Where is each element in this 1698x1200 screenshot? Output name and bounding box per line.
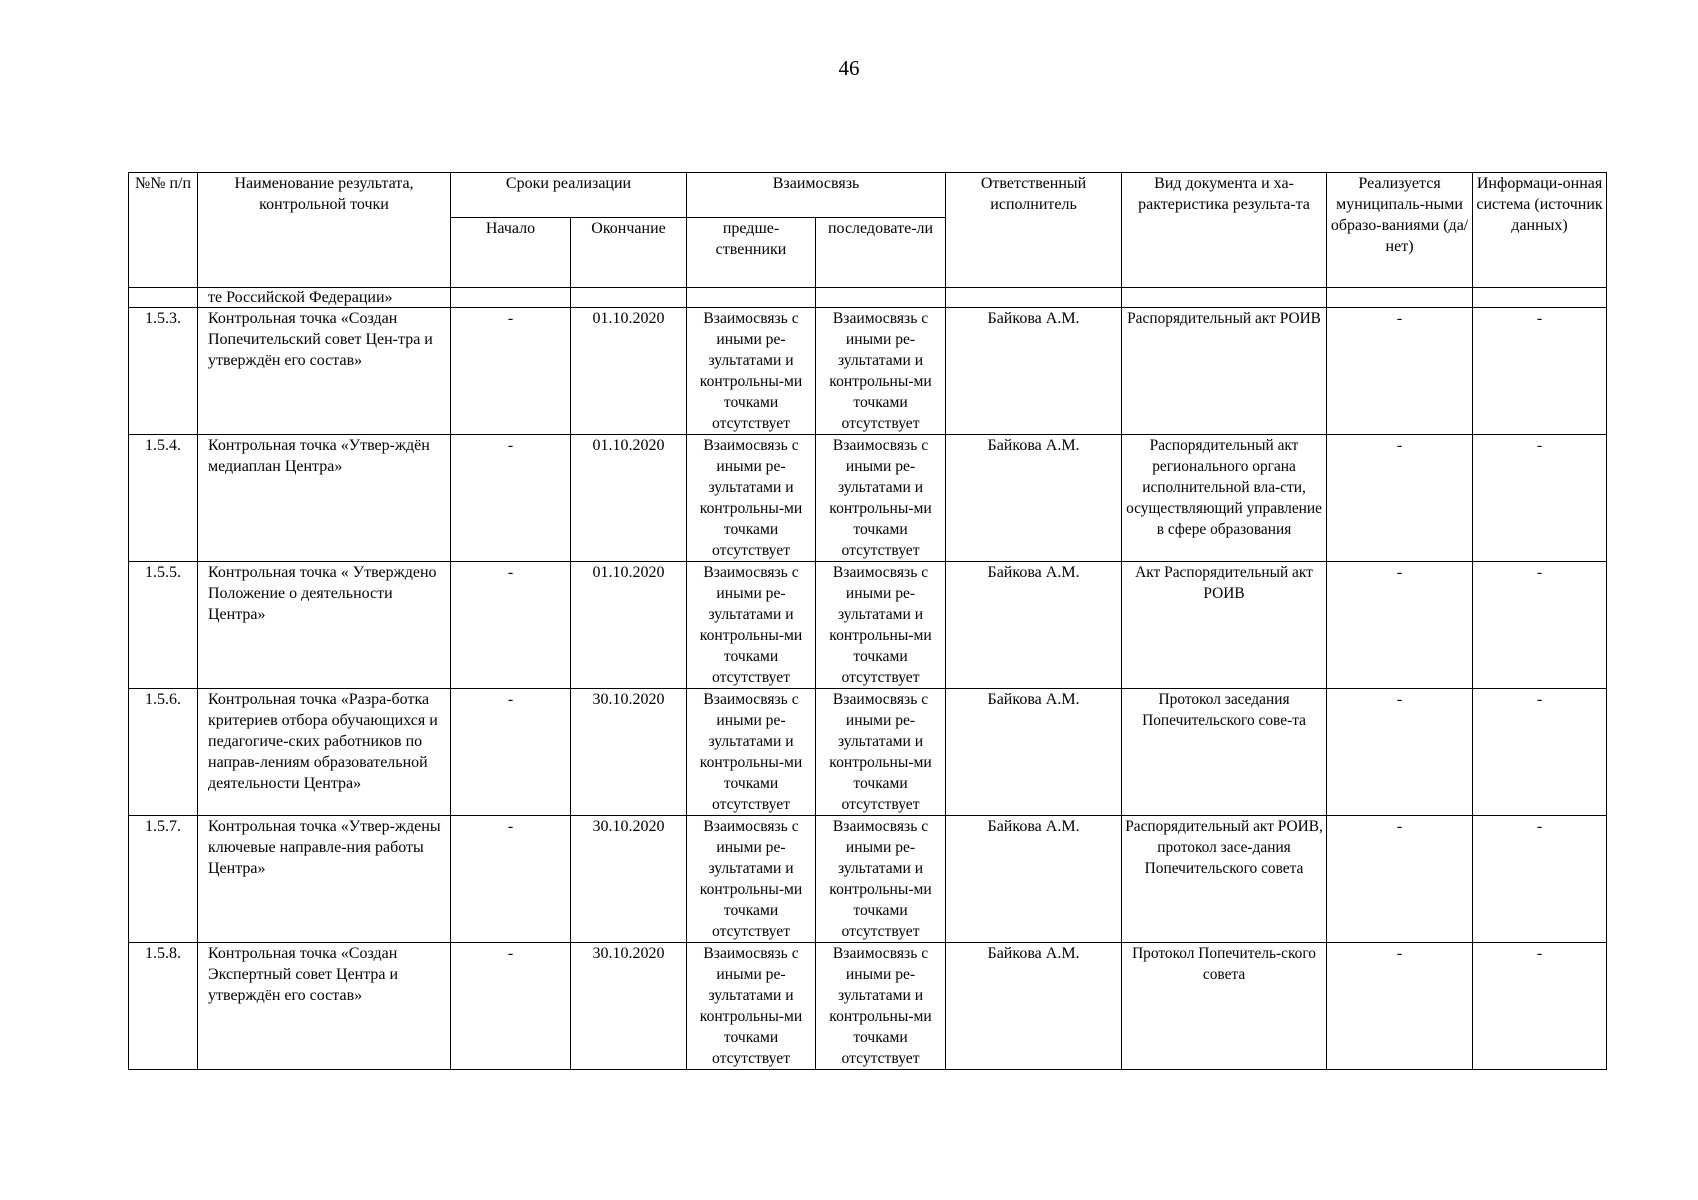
cell-continuation: те Российской Федерации» [198, 288, 451, 308]
cell-start [451, 288, 571, 308]
continuation-row [129, 288, 1607, 308]
header-end: Окончание [571, 218, 687, 288]
cell-name: Контрольная точка «Утвер-ждены ключевые направле-ния работы Центра» [198, 816, 451, 943]
cell-end: 30.10.2020 [571, 689, 687, 816]
cell-doc-type: Распорядительный акт РОИВ [1122, 308, 1327, 435]
cell-doc-type [1122, 288, 1327, 308]
cell-name: Контрольная точка « Утверждено Положение о деятельности Центра» [198, 562, 451, 689]
header-predecessors: предше-ственники [687, 218, 816, 288]
cell-info-system: - [1473, 308, 1607, 435]
cell-end [571, 288, 687, 308]
cell-municipal: - [1327, 816, 1473, 943]
cell-responsible: Байкова А.М. [946, 435, 1122, 562]
cell-start: - [451, 689, 571, 816]
cell-doc-type: Распорядительный акт регионального органа исполнительной вла-сти, осуществляющий управление в сфере образования [1122, 435, 1327, 562]
cell-responsible: Байкова А.М. [946, 943, 1122, 1070]
cell-start: - [451, 943, 571, 1070]
cell-num: 1.5.8. [129, 943, 198, 1070]
cell-municipal: - [1327, 689, 1473, 816]
cell-predecessors [687, 288, 816, 308]
cell-name: Контрольная точка «Разра-ботка критериев отбора обучающихся и педагогиче-ских работников по направ-лениям образовательной деятельности Центра» [198, 689, 451, 816]
cell-predecessors: Взаимосвязь с иными ре-зультатами и контрольны-ми точками отсутствует [687, 943, 816, 1070]
cell-successors: Взаимосвязь с иными ре-зультатами и контрольны-ми точками отсутствует [816, 816, 946, 943]
table-row [129, 689, 1607, 816]
cell-predecessors: Взаимосвязь с иными ре-зультатами и контрольны-ми точками отсутствует [687, 562, 816, 689]
cell-end: 01.10.2020 [571, 435, 687, 562]
cell-end: 30.10.2020 [571, 816, 687, 943]
cell-info-system: - [1473, 562, 1607, 689]
header-doc-type: Вид документа и ха-рактеристика результа-та [1122, 173, 1327, 288]
cell-predecessors: Взаимосвязь с иными ре-зультатами и контрольны-ми точками отсутствует [687, 435, 816, 562]
cell-predecessors: Взаимосвязь с иными ре-зультатами и контрольны-ми точками отсутствует [687, 816, 816, 943]
cell-successors: Взаимосвязь с иными ре-зультатами и контрольны-ми точками отсутствует [816, 943, 946, 1070]
cell-name: Контрольная точка «Создан Попечительский совет Цен-тра и утверждён его состав» [198, 308, 451, 435]
cell-end: 01.10.2020 [571, 308, 687, 435]
header-relation: Взаимосвязь [687, 173, 946, 218]
cell-start: - [451, 562, 571, 689]
table-row [129, 562, 1607, 689]
cell-municipal: - [1327, 308, 1473, 435]
cell-num: 1.5.6. [129, 689, 198, 816]
cell-num [129, 288, 198, 308]
header-start: Начало [451, 218, 571, 288]
cell-municipal: - [1327, 562, 1473, 689]
cell-info-system: - [1473, 689, 1607, 816]
cell-info-system [1473, 288, 1607, 308]
cell-successors: Взаимосвязь с иными ре-зультатами и контрольны-ми точками отсутствует [816, 562, 946, 689]
cell-num: 1.5.7. [129, 816, 198, 943]
cell-info-system: - [1473, 435, 1607, 562]
cell-info-system: - [1473, 943, 1607, 1070]
table-row [129, 816, 1607, 943]
header-terms: Сроки реализации [451, 173, 687, 218]
cell-name: Контрольная точка «Утвер-ждён медиаплан Центра» [198, 435, 451, 562]
cell-doc-type: Акт Распорядительный акт РОИВ [1122, 562, 1327, 689]
cell-responsible: Байкова А.М. [946, 562, 1122, 689]
cell-successors: Взаимосвязь с иными ре-зультатами и контрольны-ми точками отсутствует [816, 689, 946, 816]
cell-name: Контрольная точка «Создан Экспертный совет Центра и утверждён его состав» [198, 943, 451, 1070]
table-row [129, 943, 1607, 1070]
table-row [129, 308, 1607, 435]
cell-successors: Взаимосвязь с иными ре-зультатами и контрольны-ми точками отсутствует [816, 308, 946, 435]
cell-doc-type: Протокол заседания Попечительского сове-та [1122, 689, 1327, 816]
cell-end: 30.10.2020 [571, 943, 687, 1070]
cell-num: 1.5.4. [129, 435, 198, 562]
cell-successors [816, 288, 946, 308]
cell-municipal [1327, 288, 1473, 308]
table-row [129, 435, 1607, 562]
cell-municipal: - [1327, 435, 1473, 562]
cell-responsible: Байкова А.М. [946, 689, 1122, 816]
cell-municipal: - [1327, 943, 1473, 1070]
cell-doc-type: Распорядительный акт РОИВ, протокол засе-дания Попечительского совета [1122, 816, 1327, 943]
cell-predecessors: Взаимосвязь с иными ре-зультатами и контрольны-ми точками отсутствует [687, 308, 816, 435]
cell-info-system: - [1473, 816, 1607, 943]
cell-doc-type: Протокол Попечитель-ского совета [1122, 943, 1327, 1070]
cell-end: 01.10.2020 [571, 562, 687, 689]
cell-start: - [451, 816, 571, 943]
cell-responsible: Байкова А.М. [946, 816, 1122, 943]
cell-start: - [451, 435, 571, 562]
cell-num: 1.5.3. [129, 308, 198, 435]
cell-num: 1.5.5. [129, 562, 198, 689]
header-info-system: Информаци-онная система (источник данных) [1473, 173, 1607, 288]
header-name: Наименование результата, контрольной точки [198, 173, 451, 288]
cell-responsible [946, 288, 1122, 308]
cell-predecessors: Взаимосвязь с иными ре-зультатами и контрольны-ми точками отсутствует [687, 689, 816, 816]
header-row [129, 173, 1607, 218]
cell-responsible: Байкова А.М. [946, 308, 1122, 435]
cell-successors: Взаимосвязь с иными ре-зультатами и контрольны-ми точками отсутствует [816, 435, 946, 562]
header-num: №№ п/п [129, 173, 198, 288]
header-responsible: Ответственный исполнитель [946, 173, 1122, 288]
cell-start: - [451, 308, 571, 435]
header-successors: последовате-ли [816, 218, 946, 288]
page-number: 46 [838, 56, 860, 80]
header-municipal: Реализуется муниципаль-ными образо-ваниями (да/нет) [1327, 173, 1473, 288]
implementation-plan-table [128, 172, 1607, 1070]
